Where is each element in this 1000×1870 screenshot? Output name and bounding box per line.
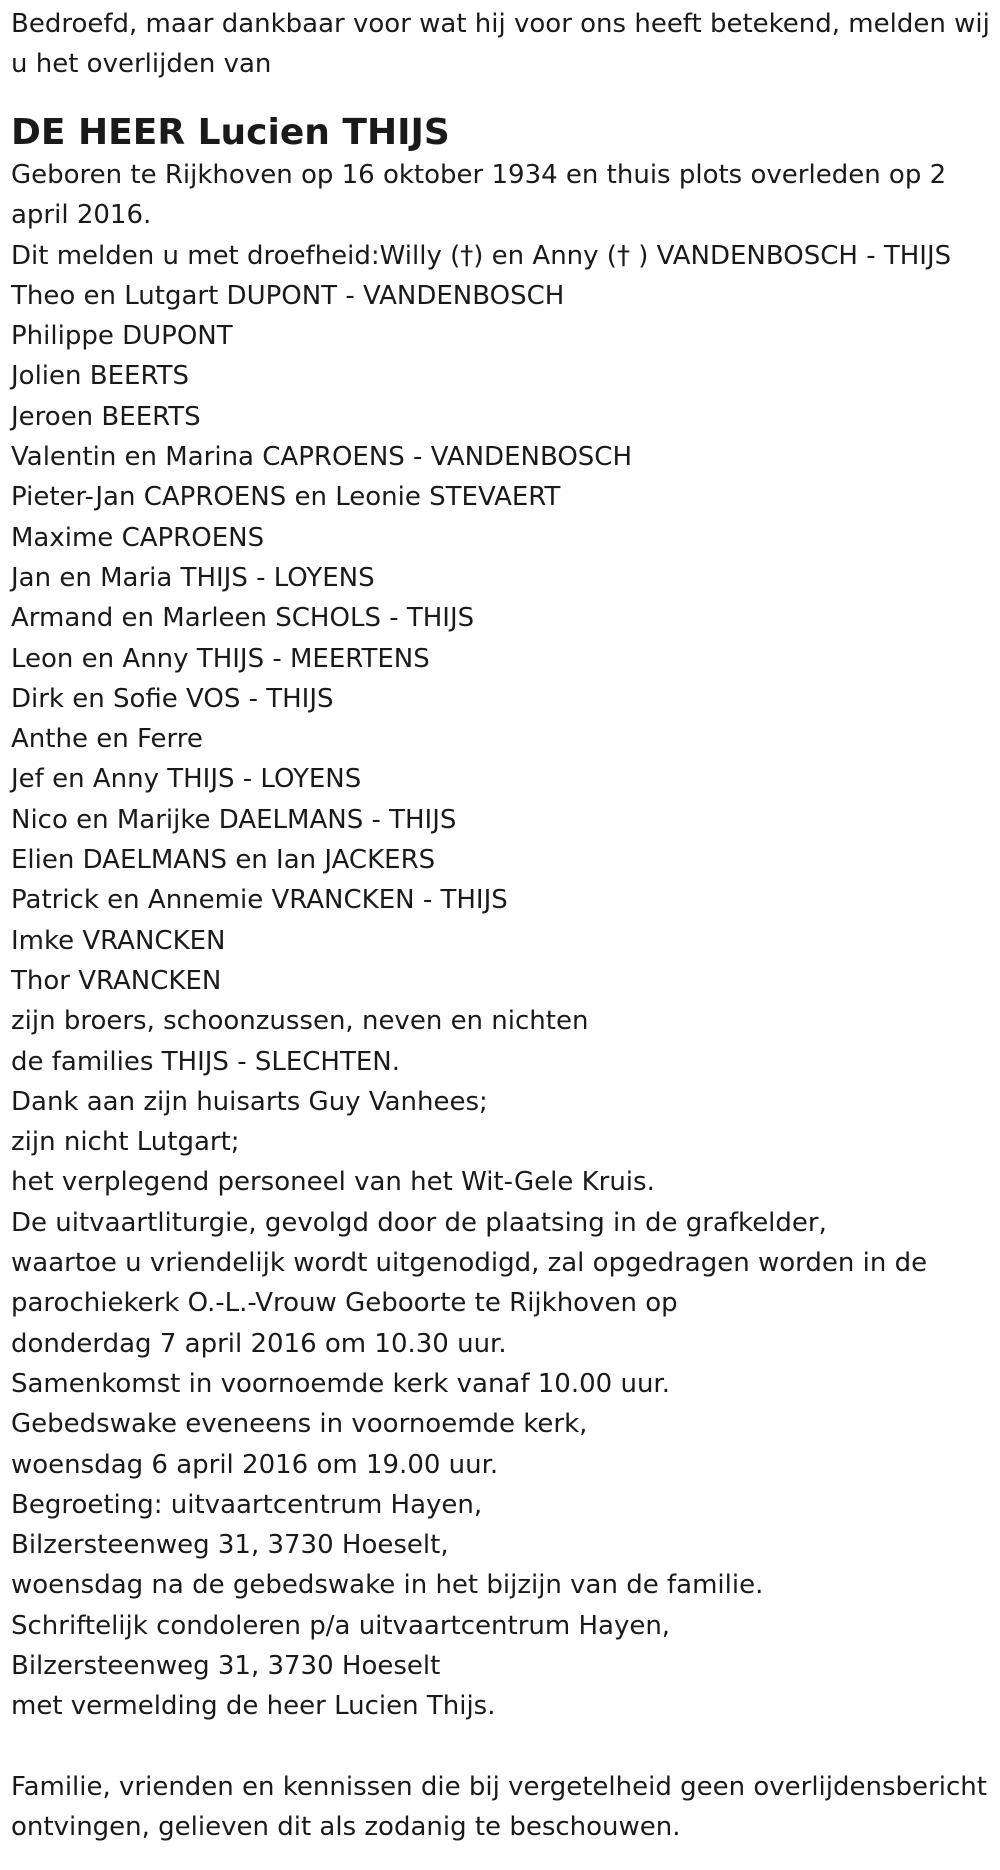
notice-line: Anthe en Ferre <box>11 724 203 755</box>
notice-line: Bilzersteenweg 31, 3730 Hoeselt <box>11 1650 441 1681</box>
notice-line: Leon en Anny THIJS - MEERTENS <box>11 643 430 674</box>
notice-line: Samenkomst in voornoemde kerk vanaf 10.00 uur. <box>11 1368 670 1399</box>
notice-line: Philippe DUPONT <box>11 321 233 352</box>
notice-line: zijn broers, schoonzussen, neven en nichten <box>11 1006 589 1037</box>
birth-death-text: Geboren te Rijkhoven op 16 oktober 1934 en thuis plots overleden op 2 april 2016. <box>11 160 947 231</box>
notice-line: parochiekerk O.-L.-Vrouw Geboorte te Rijkhoven op <box>11 1288 678 1319</box>
footer-text: Familie, vrienden en kennissen die bij vergetelheid geen overlijdensbericht ontvingen, gelieven dit als zodanig te beschouwen. <box>11 1771 987 1842</box>
notice-line: Gebedswake eveneens in voornoemde kerk, <box>11 1409 588 1440</box>
notice-line: Jan en Maria THIJS - LOYENS <box>11 562 375 593</box>
deceased-name: DE HEER Lucien THIJS <box>11 112 450 153</box>
notice-line: Theo en Lutgart DUPONT - VANDENBOSCH <box>11 280 565 311</box>
notice-line: Dit melden u met droefheid:Willy (†) en Anny († ) VANDENBOSCH - THIJS <box>11 240 952 271</box>
notice-body <box>11 155 996 1767</box>
notice-line: Dank aan zijn huisarts Guy Vanhees; <box>11 1086 488 1117</box>
notice-line: Nico en Marijke DAELMANS - THIJS <box>11 804 457 835</box>
notice-line: het verplegend personeel van het Wit-Gele Kruis. <box>11 1167 655 1198</box>
notice-line: De uitvaartliturgie, gevolgd door de plaatsing in de grafkelder, <box>11 1207 827 1238</box>
notice-line: donderdag 7 april 2016 om 10.30 uur. <box>11 1328 507 1359</box>
notice-line: Elien DAELMANS en Ian JACKERS <box>11 845 436 876</box>
notice-line: Begroeting: uitvaartcentrum Hayen, <box>11 1489 483 1520</box>
notice-line: Maxime CAPROENS <box>11 522 265 553</box>
notice-line: woensdag na de gebedswake in het bijzijn van de familie. <box>11 1570 764 1601</box>
notice-line: Jef en Anny THIJS - LOYENS <box>11 764 362 795</box>
notice-line: Patrick en Annemie VRANCKEN - THIJS <box>11 885 508 916</box>
notice-line: Bilzersteenweg 31, 3730 Hoeselt, <box>11 1530 449 1561</box>
obituary-notice <box>11 4 996 1847</box>
notice-line: Armand en Marleen SCHOLS - THIJS <box>11 603 475 634</box>
paragraph-spacer <box>11 1727 996 1767</box>
notice-line: zijn nicht Lutgart; <box>11 1127 240 1158</box>
notice-line: de families THIJS - SLECHTEN. <box>11 1046 400 1077</box>
intro-text: Bedroefd, maar dankbaar voor wat hij voor ons heeft betekend, melden wij u het overlijden van <box>11 9 990 79</box>
notice-line: Valentin en Marina CAPROENS - VANDENBOSCH <box>11 442 633 473</box>
notice-line: Schriftelijk condoleren p/a uitvaartcentrum Hayen, <box>11 1610 671 1641</box>
notice-line: Jeroen BEERTS <box>11 401 201 432</box>
notice-line: Imke VRANCKEN <box>11 925 226 956</box>
notice-line: woensdag 6 april 2016 om 19.00 uur. <box>11 1449 499 1480</box>
notice-line: Pieter-Jan CAPROENS en Leonie STEVAERT <box>11 482 561 513</box>
notice-line: waartoe u vriendelijk wordt uitgenodigd, zal opgedragen worden in de <box>11 1248 928 1279</box>
notice-line: met vermelding de heer Lucien Thijs. <box>11 1691 496 1722</box>
notice-line: Thor VRANCKEN <box>11 965 222 996</box>
notice-line: Dirk en Sofie VOS - THIJS <box>11 683 334 714</box>
notice-line: Jolien BEERTS <box>11 361 190 392</box>
